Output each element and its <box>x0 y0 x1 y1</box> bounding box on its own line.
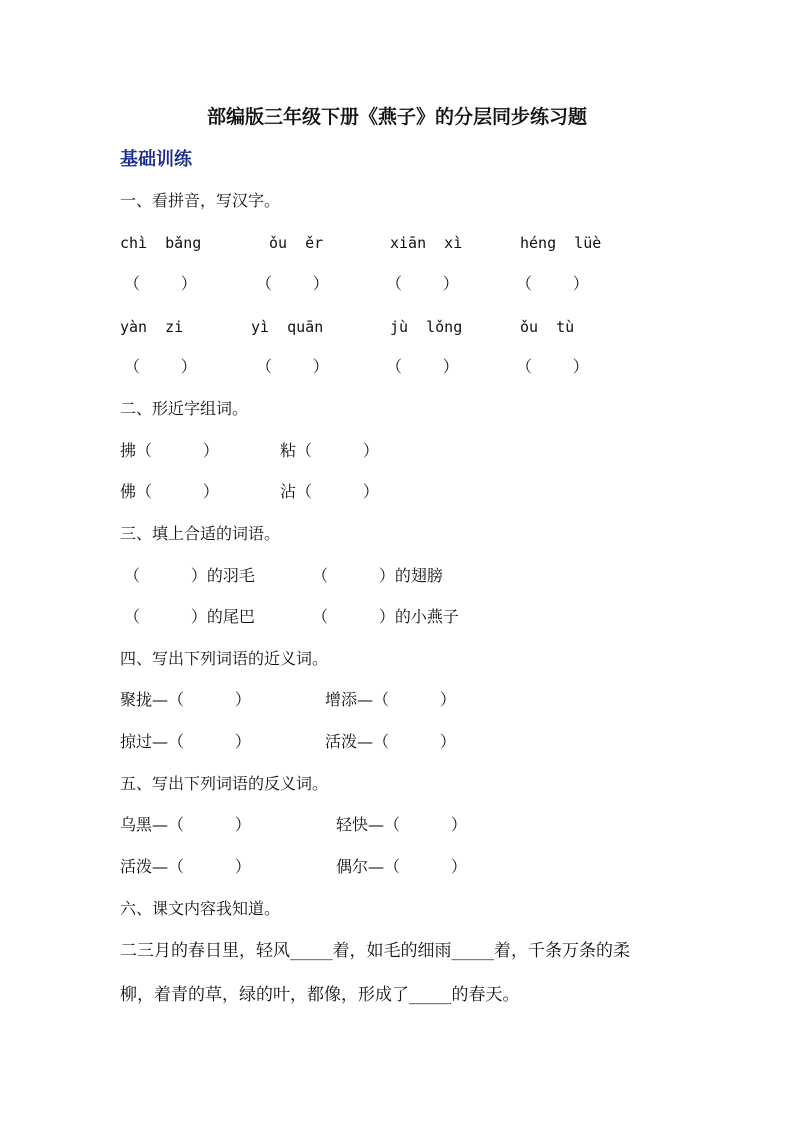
answer-blank[interactable]: （ ） <box>124 274 197 293</box>
answer-blank[interactable]: （ ） <box>516 357 589 376</box>
word-item[interactable]: （ ）的尾巴 <box>124 607 255 626</box>
pinyin-item: xiān xì <box>390 234 463 252</box>
q6-heading: 六、课文内容我知道。 <box>120 899 281 918</box>
answer-blank[interactable]: （ ） <box>124 357 197 376</box>
pinyin-item: ǒu tù <box>520 318 575 336</box>
pinyin-item: chì bǎng <box>120 234 202 252</box>
word-item[interactable]: 活泼—（ ） <box>325 732 456 751</box>
answer-blank[interactable]: （ ） <box>516 274 589 293</box>
word-item[interactable]: 沾（ ） <box>280 482 379 501</box>
pinyin-item: yì quān <box>251 318 324 336</box>
word-item[interactable]: 偶尔—（ ） <box>336 857 467 876</box>
answer-blank[interactable]: （ ） <box>386 274 459 293</box>
passage-line: 二三月的春日里，轻风_____着，如毛的细雨_____着，千条万条的柔 <box>120 941 630 961</box>
pinyin-item: ǒu ěr <box>269 234 324 252</box>
word-item[interactable]: 掠过—（ ） <box>120 732 251 751</box>
worksheet-title: 部编版三年级下册《燕子》的分层同步练习题 <box>206 106 587 128</box>
q5-heading: 五、写出下列词语的反义词。 <box>120 774 329 793</box>
pinyin-item: héng lüè <box>520 234 602 252</box>
pinyin-item: yàn zi <box>120 318 184 336</box>
passage-line: 柳，着青的草，绿的叶，都像，形成了_____的春天。 <box>120 985 520 1005</box>
word-item[interactable]: 佛（ ） <box>120 482 219 501</box>
word-item[interactable]: 粘（ ） <box>280 441 379 460</box>
section-heading-basic-training: 基础训练 <box>120 149 192 170</box>
word-item[interactable]: 活泼—（ ） <box>120 857 251 876</box>
answer-blank[interactable]: （ ） <box>256 274 329 293</box>
q1-heading: 一、看拼音，写汉字。 <box>120 191 281 210</box>
q3-heading: 三、填上合适的词语。 <box>120 524 281 543</box>
word-item[interactable]: （ ）的羽毛 <box>124 566 255 585</box>
answer-blank[interactable]: （ ） <box>386 357 459 376</box>
word-item[interactable]: （ ）的小燕子 <box>312 607 459 626</box>
word-item[interactable]: （ ）的翅膀 <box>312 566 443 585</box>
q2-heading: 二、形近字组词。 <box>120 399 249 418</box>
word-item[interactable]: 乌黑—（ ） <box>120 815 251 834</box>
word-item[interactable]: 拂（ ） <box>120 441 219 460</box>
word-item[interactable]: 聚拢—（ ） <box>120 690 251 709</box>
word-item[interactable]: 增添—（ ） <box>325 690 456 709</box>
pinyin-item: jù lǒng <box>390 318 463 336</box>
word-item[interactable]: 轻快—（ ） <box>336 815 467 834</box>
answer-blank[interactable]: （ ） <box>256 357 329 376</box>
q4-heading: 四、写出下列词语的近义词。 <box>120 649 329 668</box>
